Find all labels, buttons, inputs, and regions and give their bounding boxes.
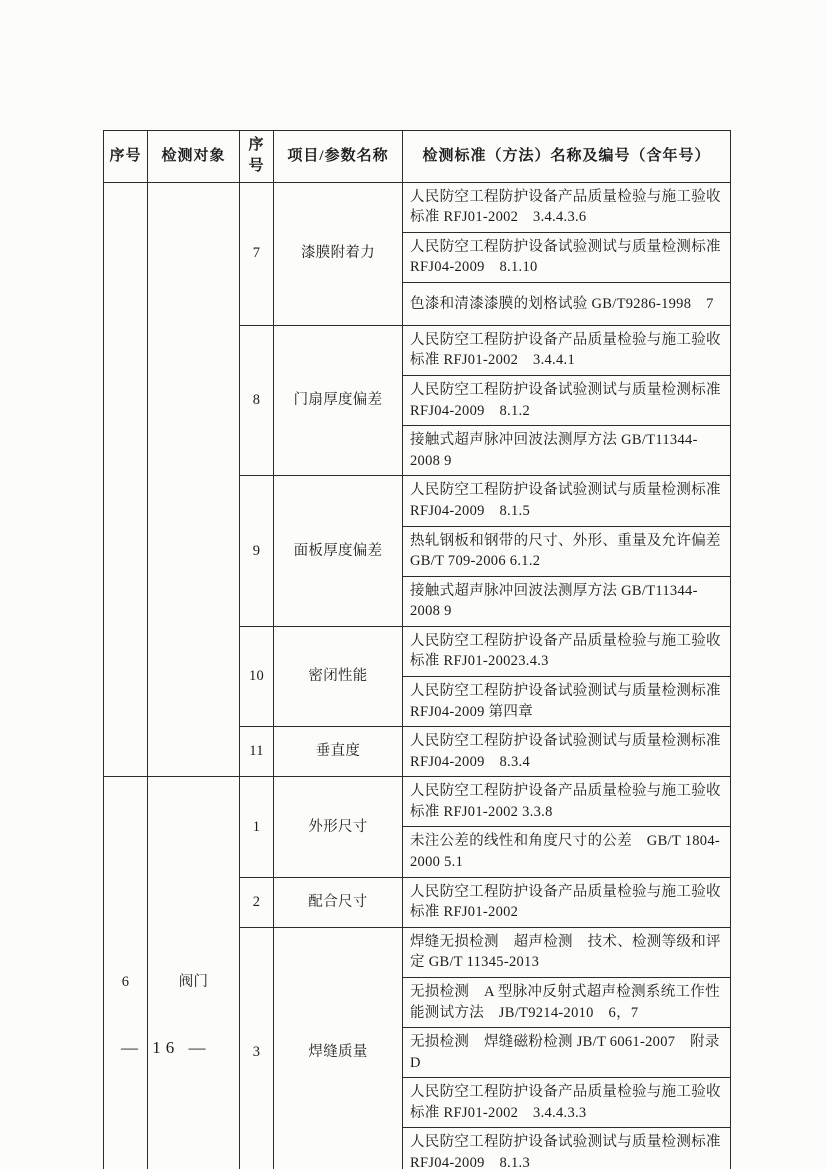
table-header [104, 131, 731, 183]
item-serial-cell: 10 [240, 626, 274, 726]
header-item-serial: 序号 [240, 131, 274, 183]
standard-cell: 人民防空工程防护设备试验测试与质量检测标准 RFJ04-2009 8.3.4 [403, 727, 731, 777]
standard-cell: 人民防空工程防护设备试验测试与质量检测标准 RFJ04-2009 第四章 [403, 677, 731, 727]
header-section-serial: 序号 [104, 131, 148, 183]
standard-cell: 接触式超声脉冲回波法测厚方法 GB/T11344-2008 9 [403, 426, 731, 476]
item-name-cell: 垂直度 [274, 727, 403, 777]
item-name-cell: 密闭性能 [274, 626, 403, 726]
standard-cell: 未注公差的线性和角度尺寸的公差 GB/T 1804-2000 5.1 [403, 827, 731, 877]
standard-cell: 接触式超声脉冲回波法测厚方法 GB/T11344-2008 9 [403, 576, 731, 626]
standards-table [103, 130, 731, 1169]
item-serial-cell: 8 [240, 325, 274, 475]
detection-object-cell: 阀门 [148, 777, 240, 1169]
standard-cell: 人民防空工程防护设备产品质量检验与施工验收标准 RFJ01-2002 [403, 877, 731, 927]
header-row [104, 131, 731, 183]
standard-cell: 人民防空工程防护设备产品质量检验与施工验收标准 RFJ01-20023.4.3 [403, 626, 731, 676]
header-item-name: 项目/参数名称 [274, 131, 403, 183]
item-name-cell: 焊缝质量 [274, 927, 403, 1169]
item-name-cell: 面板厚度偏差 [274, 476, 403, 626]
standard-cell: 人民防空工程防护设备试验测试与质量检测标准 RFJ04-2009 8.1.5 [403, 476, 731, 526]
section-serial-cell [104, 182, 148, 777]
item-serial-cell: 9 [240, 476, 274, 626]
item-serial-cell: 7 [240, 182, 274, 325]
standard-cell: 无损检测 焊缝磁粉检测 JB/T 6061-2007 附录 D [403, 1028, 731, 1078]
item-name-cell: 外形尺寸 [274, 777, 403, 877]
standard-cell: 人民防空工程防护设备试验测试与质量检测标准 RFJ04-2009 8.1.2 [403, 376, 731, 426]
item-serial-cell: 2 [240, 877, 274, 927]
table-row [104, 182, 731, 232]
item-name-cell: 漆膜附着力 [274, 182, 403, 325]
standard-cell: 焊缝无损检测 超声检测 技术、检测等级和评定 GB/T 11345-2013 [403, 927, 731, 977]
detection-object-cell [148, 182, 240, 777]
standard-cell: 人民防空工程防护设备产品质量检验与施工验收标准 RFJ01-2002 3.4.4.1 [403, 325, 731, 375]
standard-cell: 无损检测 A 型脉冲反射式超声检测系统工作性能测试方法 JB/T9214-2010 6，7 [403, 977, 731, 1027]
section-serial-cell: 6 [104, 777, 148, 1169]
item-serial-cell: 11 [240, 727, 274, 777]
standard-cell: 人民防空工程防护设备试验测试与质量检测标准 RFJ04-2009 8.1.10 [403, 232, 731, 282]
item-serial-cell: 3 [240, 927, 274, 1169]
item-serial-cell: 1 [240, 777, 274, 877]
standard-cell: 色漆和清漆漆膜的划格试验 GB/T9286-1998 7 [403, 282, 731, 325]
page-number: — 16 — [121, 1038, 211, 1057]
standard-cell: 人民防空工程防护设备产品质量检验与施工验收标准 RFJ01-2002 3.4.4.3.6 [403, 182, 731, 232]
table-row [104, 777, 731, 827]
header-detection-object: 检测对象 [148, 131, 240, 183]
item-name-cell: 配合尺寸 [274, 877, 403, 927]
standard-cell: 热轧钢板和钢带的尺寸、外形、重量及允许偏差 GB/T 709-2006 6.1.2 [403, 526, 731, 576]
item-name-cell: 门扇厚度偏差 [274, 325, 403, 475]
header-standard: 检测标准（方法）名称及编号（含年号） [403, 131, 731, 183]
standard-cell: 人民防空工程防护设备产品质量检验与施工验收标准 RFJ01-2002 3.4.4.3.3 [403, 1078, 731, 1128]
standard-cell: 人民防空工程防护设备试验测试与质量检测标准 RFJ04-2009 8.1.3 [403, 1128, 731, 1169]
standard-cell: 人民防空工程防护设备产品质量检验与施工验收标准 RFJ01-2002 3.3.8 [403, 777, 731, 827]
